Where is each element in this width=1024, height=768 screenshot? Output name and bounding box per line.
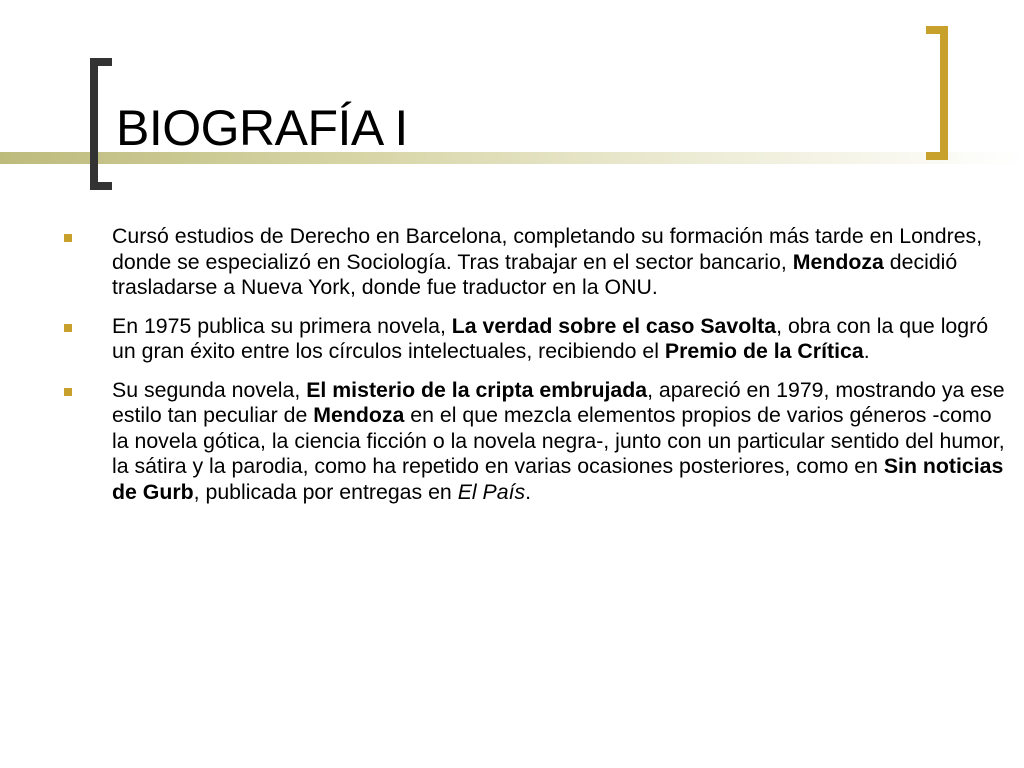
text-segment: decidió trasladarse a Nueva York, donde fue traductor en la ONU. bbox=[112, 249, 958, 299]
right-bracket-decoration bbox=[926, 26, 948, 160]
bullet-text bbox=[112, 378, 1005, 504]
bullet-text bbox=[112, 314, 988, 364]
bold-text-segment: El misterio de la cripta embrujada bbox=[306, 377, 648, 402]
bullet-list bbox=[64, 224, 1014, 518]
bold-text-segment: Sin noticias de Gurb bbox=[112, 454, 1004, 504]
square-bullet-icon bbox=[64, 388, 72, 396]
bullet-item bbox=[64, 314, 1014, 365]
text-segment: . bbox=[525, 479, 532, 504]
italic-text-segment: El País bbox=[457, 479, 526, 504]
text-segment: . bbox=[863, 339, 870, 363]
bold-text-segment: La verdad sobre el caso Savolta bbox=[451, 313, 777, 338]
text-segment: En 1975 publica su primera novela, bbox=[112, 313, 452, 338]
text-segment: , publicada por entregas en bbox=[193, 479, 458, 504]
text-segment: , obra con la que logró un gran éxito entre los círculos intelectuales, recibiendo el bbox=[112, 313, 989, 363]
bold-text-segment: Mendoza bbox=[313, 403, 405, 427]
slide-title: BIOGRAFÍA I bbox=[116, 100, 408, 156]
bullet-item bbox=[64, 224, 1014, 301]
text-segment: Su segunda novela, bbox=[112, 377, 307, 402]
text-segment: , apareció en 1979, mostrando ya ese estilo tan peculiar de bbox=[112, 377, 1005, 427]
text-segment: en el que mezcla elementos propios de varios géneros -como la novela gótica, la ciencia ficción o la novela negra-, junto con un particular sentido del humor, la sátira y la parodia, como ha repetido en varias ocasiones posteriores, como en bbox=[112, 403, 1005, 478]
square-bullet-icon bbox=[64, 234, 72, 242]
bullet-item bbox=[64, 378, 1014, 506]
bullet-text bbox=[112, 224, 982, 299]
square-bullet-icon bbox=[64, 324, 72, 332]
bold-text-segment: Premio de la Crítica bbox=[664, 339, 864, 363]
text-segment: Cursó estudios de Derecho en Barcelona, completando su formación más tarde en Londres, donde se especializó en Sociología. Tras trabajar en el sector bancario, bbox=[112, 224, 983, 274]
bold-text-segment: Mendoza bbox=[792, 249, 884, 274]
left-bracket-decoration bbox=[90, 58, 112, 190]
